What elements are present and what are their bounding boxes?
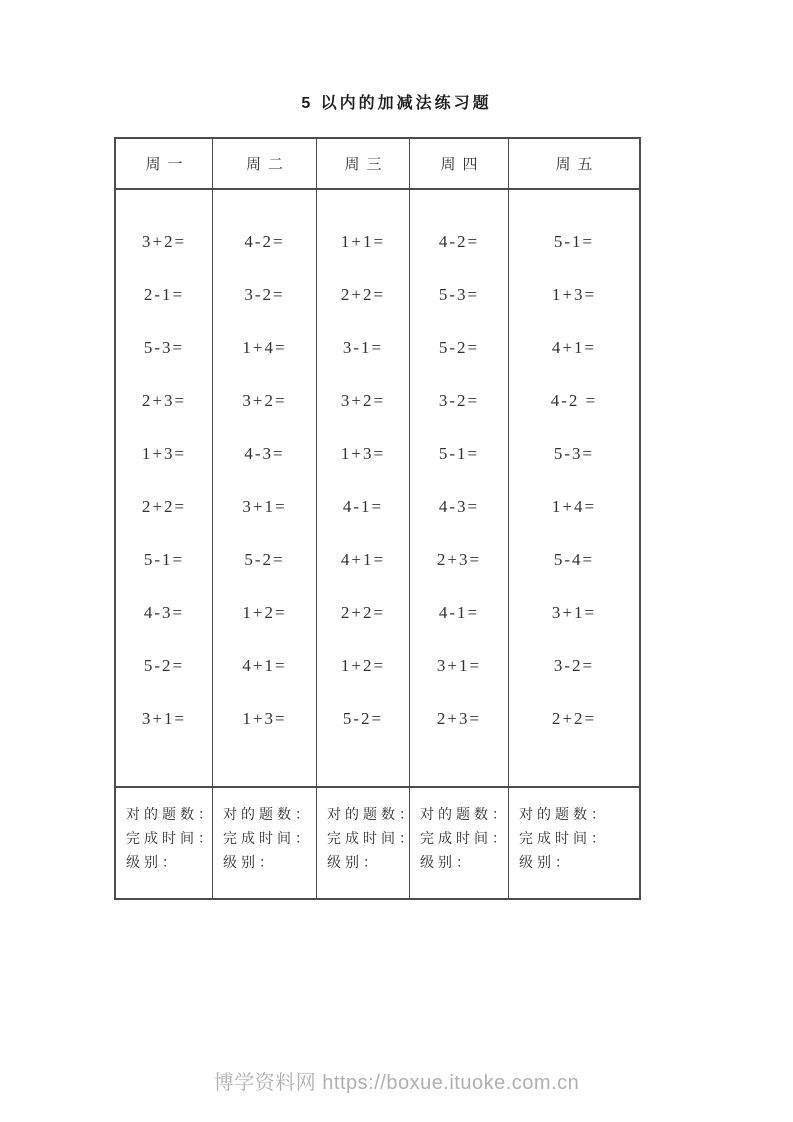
score-cell <box>410 788 508 894</box>
problem-item: 1+3= <box>141 443 187 463</box>
score-cell <box>509 788 639 894</box>
finish-time-label: 完成时间： <box>327 832 417 847</box>
level-label: 级别： <box>126 856 180 871</box>
problem-item: 5-2= <box>342 708 384 728</box>
problem-item: 4-1= <box>438 602 480 622</box>
day-header: 周三 <box>317 139 409 190</box>
problem-item: 4+1= <box>551 337 597 357</box>
problem-item: 4-2= <box>244 231 285 251</box>
problem-item: 2+2= <box>340 284 386 304</box>
problem-item: 4-2 = <box>550 390 598 410</box>
level-label: 级别： <box>327 856 381 871</box>
problem-item: 5-1= <box>438 443 480 463</box>
problem-item: 5-3= <box>553 443 595 463</box>
day-header: 周二 <box>213 139 316 190</box>
problem-item: 4-1= <box>342 496 384 516</box>
problem-item: 4+1= <box>340 549 386 569</box>
problem-item: 1+2= <box>340 655 386 675</box>
problem-item: 4-2= <box>438 231 480 251</box>
problem-item: 3+1= <box>141 708 187 728</box>
problem-item: 5-3= <box>438 284 480 304</box>
problem-item: 5-1= <box>143 549 185 569</box>
problem-item: 4+1= <box>242 655 287 675</box>
finish-time-label: 完成时间： <box>126 832 216 847</box>
problem-item: 2+2= <box>551 708 597 728</box>
day-header: 周四 <box>410 139 508 190</box>
correct-count-label: 对的题数： <box>519 808 609 823</box>
correct-count-label: 对的题数： <box>420 808 510 823</box>
problem-item: 3+1= <box>436 655 482 675</box>
problems-cell <box>410 190 508 788</box>
problem-item: 2+3= <box>436 549 482 569</box>
finish-time-label: 完成时间： <box>223 832 313 847</box>
problem-item: 3+1= <box>242 496 287 516</box>
problem-item: 1+2= <box>242 602 287 622</box>
problem-item: 5-2= <box>438 337 480 357</box>
day-column-thursday <box>410 139 509 898</box>
problem-item: 1+4= <box>551 496 597 516</box>
day-column-wednesday <box>317 139 417 898</box>
problem-item: 1+1= <box>340 231 386 251</box>
finish-time-label: 完成时间： <box>420 832 510 847</box>
problem-item: 4-3= <box>244 443 285 463</box>
problem-item: 5-2= <box>143 655 185 675</box>
score-cell <box>213 788 316 894</box>
finish-time-label: 完成时间： <box>519 832 609 847</box>
problems-cell <box>317 190 409 788</box>
day-column-friday <box>509 139 639 898</box>
problem-item: 3-2= <box>553 655 595 675</box>
level-label: 级别： <box>420 856 474 871</box>
problem-item: 1+3= <box>340 443 386 463</box>
score-cell <box>116 788 216 894</box>
problem-item: 3+2= <box>340 390 386 410</box>
level-label: 级别： <box>223 856 277 871</box>
problem-item: 4-3= <box>143 602 185 622</box>
problem-item: 1+3= <box>242 708 287 728</box>
problem-item: 3-1= <box>342 337 384 357</box>
problem-item: 2+3= <box>436 708 482 728</box>
problem-item: 3+1= <box>551 602 597 622</box>
problem-item: 5-4= <box>553 549 595 569</box>
problems-cell <box>213 190 316 788</box>
score-cell <box>317 788 417 894</box>
problems-cell <box>509 190 639 788</box>
day-column-monday <box>116 139 216 898</box>
correct-count-label: 对的题数： <box>327 808 417 823</box>
problem-item: 3+2= <box>242 390 287 410</box>
problem-item: 5-2= <box>244 549 285 569</box>
problem-item: 3+2= <box>141 231 187 251</box>
problem-item: 3-2= <box>244 284 285 304</box>
problem-item: 2+2= <box>141 496 187 516</box>
problem-item: 4-3= <box>438 496 480 516</box>
problem-item: 1+3= <box>551 284 597 304</box>
problem-item: 1+4= <box>242 337 287 357</box>
page-title: 5 以内的加减法练习题 <box>301 95 492 112</box>
correct-count-label: 对的题数： <box>126 808 216 823</box>
problem-item: 3-2= <box>438 390 480 410</box>
problem-item: 5-3= <box>143 337 185 357</box>
problems-cell <box>116 190 212 788</box>
problem-item: 2-1= <box>143 284 185 304</box>
watermark: 博学资料网 https://boxue.ituoke.com.cn <box>213 1072 580 1094</box>
level-label: 级别： <box>519 856 573 871</box>
day-header: 周一 <box>116 139 212 190</box>
correct-count-label: 对的题数： <box>223 808 313 823</box>
problem-item: 5-1= <box>553 231 595 251</box>
problem-item: 2+2= <box>340 602 386 622</box>
day-header: 周五 <box>509 139 639 190</box>
worksheet-table <box>114 137 641 900</box>
day-column-tuesday <box>213 139 317 898</box>
problem-item: 2+3= <box>141 390 187 410</box>
